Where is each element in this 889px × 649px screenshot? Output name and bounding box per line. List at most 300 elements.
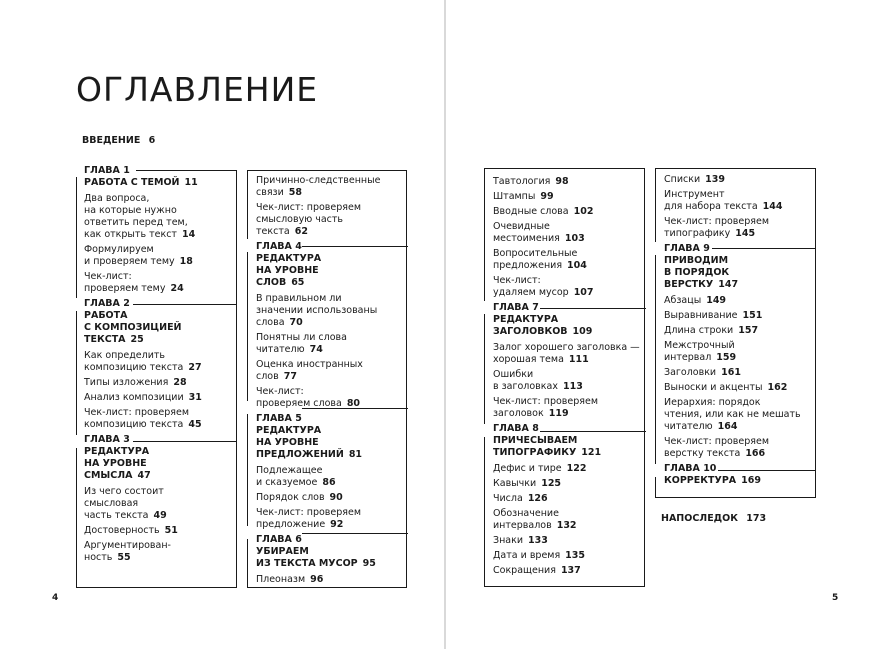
- toc-page-number: 31: [188, 392, 202, 403]
- toc-entry[interactable]: [256, 359, 406, 383]
- chapter-title-text: ТЕКСТА: [84, 334, 126, 345]
- toc-entry-text: Залог хорошего заголовка —: [493, 342, 640, 353]
- toc-entry-line: [84, 525, 234, 537]
- toc-entry-text: текста: [256, 226, 290, 237]
- toc-entry[interactable]: [664, 189, 816, 213]
- toc-entry[interactable]: [664, 295, 816, 307]
- toc-entry-line: [256, 226, 406, 238]
- toc-page-number: 135: [565, 550, 586, 561]
- toc-page-number: 55: [117, 552, 131, 563]
- toc-entry-text: читателю: [256, 344, 305, 355]
- toc-entry-text: и проверяем тему: [84, 256, 175, 267]
- chapter-page-number: 47: [137, 470, 151, 481]
- toc-page-number: 104: [567, 260, 587, 271]
- toc-entry-line: [256, 344, 406, 356]
- toc-entry[interactable]: [493, 493, 645, 505]
- toc-entry-line: [256, 202, 406, 214]
- toc-entry-text: Инструмент: [664, 189, 725, 200]
- toc-entry-line: [493, 287, 645, 299]
- toc-entry[interactable]: [256, 507, 406, 531]
- toc-page-number: 126: [527, 493, 548, 504]
- chapter-heading[interactable]: [256, 413, 406, 461]
- toc-page-number: 164: [717, 421, 738, 432]
- toc-entry[interactable]: [664, 436, 816, 460]
- chapter-title-text: ИЗ ТЕКСТА МУСОР: [256, 558, 358, 569]
- toc-entry-line: [256, 214, 406, 226]
- chapter-title-text: СМЫСЛА: [84, 470, 133, 481]
- chapter-heading[interactable]: [84, 298, 234, 346]
- chapter-heading[interactable]: [256, 534, 406, 570]
- toc-entry-line: [493, 221, 645, 233]
- toc-entry-text: предложения: [493, 260, 563, 271]
- toc-entry[interactable]: [84, 350, 234, 374]
- toc-entry[interactable]: [84, 392, 234, 404]
- toc-entry-line: [256, 492, 406, 504]
- chapter-title-text: НА УРОВНЕ: [256, 265, 319, 276]
- toc-entry-text: местоимения: [493, 233, 560, 244]
- toc-entry[interactable]: [664, 397, 816, 433]
- toc-entry-line: [84, 271, 234, 283]
- toc-page-number: 103: [564, 233, 585, 244]
- chapter-title-text: В ПОРЯДОК: [664, 267, 730, 278]
- chapter-title-line: [256, 437, 406, 449]
- intro-entry[interactable]: [82, 135, 155, 147]
- toc-entry-line: [493, 508, 645, 520]
- toc-entry-text: Заголовки: [664, 367, 717, 378]
- toc-entry-text: Очевидные: [493, 221, 550, 232]
- chapter-title-text: ПРИЧЕСЫВАЕМ: [493, 435, 578, 446]
- left-page: [0, 0, 444, 649]
- final-label: НАПОСЛЕДОК: [661, 513, 738, 524]
- toc-entry-line: [493, 233, 645, 245]
- toc-entry-text: Обозначение: [493, 508, 559, 519]
- toc-entry-text: ответить перед тем,: [84, 217, 188, 228]
- toc-entry-line: [256, 465, 406, 477]
- toc-page-number: 157: [738, 325, 759, 336]
- chapter-title-line: [84, 177, 234, 189]
- chapter-title-text: НА УРОВНЕ: [256, 437, 319, 448]
- toc-entry-line: [256, 519, 406, 531]
- toc-entry[interactable]: [84, 486, 234, 522]
- toc-entry[interactable]: [493, 463, 645, 475]
- toc-entry-text: Чек-лист:: [84, 271, 132, 282]
- chapter-label: ГЛАВА 1: [84, 165, 130, 176]
- toc-entry-text: Два вопроса,: [84, 193, 150, 204]
- toc-entry-line: [493, 206, 645, 218]
- toc-page-number: 90: [329, 492, 343, 503]
- toc-entry-text: Как определить: [84, 350, 166, 361]
- chapter-title-text: РЕДАКТУРА: [256, 425, 322, 436]
- toc-entry[interactable]: [84, 525, 234, 537]
- toc-entry[interactable]: [493, 342, 645, 366]
- toc-entry-text: Достоверность: [84, 525, 160, 536]
- page-number-right: 5: [832, 593, 839, 603]
- toc-entry-line: [84, 377, 234, 389]
- toc-entry[interactable]: [493, 508, 645, 532]
- chapter-page-number: 81: [348, 449, 363, 460]
- toc-entry-text: смысловую часть: [256, 214, 344, 225]
- toc-page-number: 96: [310, 574, 324, 585]
- chapter-page-number: 147: [718, 279, 739, 290]
- toc-entry-text: Выравнивание: [664, 310, 738, 321]
- toc-entry[interactable]: [256, 332, 406, 356]
- toc-entry-line: [493, 191, 645, 203]
- chapter-title-line: [256, 546, 406, 558]
- toc-entry-line: [493, 520, 645, 532]
- toc-entry[interactable]: [256, 386, 406, 410]
- toc-entry-line: [664, 397, 816, 409]
- toc-entry-text: Чек-лист: проверяем: [493, 396, 599, 407]
- chapter-page-number: 95: [362, 558, 376, 569]
- toc-entry-line: [493, 381, 645, 393]
- toc-entry-line: [664, 448, 816, 460]
- toc-page-number: 151: [742, 310, 763, 321]
- toc-entry-line: [84, 193, 234, 205]
- toc-entry-line: [664, 310, 816, 322]
- toc-entry-text: читателю: [664, 421, 713, 432]
- toc-entry-line: [493, 369, 645, 381]
- toc-entry-line: [493, 493, 645, 505]
- toc-entry-text: связи: [256, 187, 284, 198]
- right-page: [446, 0, 889, 649]
- toc-entry-text: Причинно-следственные: [256, 175, 381, 186]
- toc-entry-line: [664, 325, 816, 337]
- toc-page-number: 80: [346, 398, 361, 409]
- chapter-title-line: [664, 267, 816, 279]
- chapter-label: ГЛАВА 8: [493, 423, 539, 434]
- toc-entry-line: [256, 398, 406, 410]
- toc-entry[interactable]: [256, 175, 406, 199]
- toc-col3: [493, 176, 645, 580]
- toc-entry-line: [493, 396, 645, 408]
- toc-page-number: 144: [762, 201, 783, 212]
- toc-entry-text: Чек-лист: проверяем: [256, 202, 362, 213]
- chapter-title-line: [84, 310, 234, 322]
- toc-page-number: 166: [745, 448, 766, 459]
- toc-entry-text: Чек-лист: проверяем: [84, 407, 190, 418]
- toc-col1: [84, 165, 234, 567]
- toc-entry[interactable]: [493, 369, 645, 393]
- toc-entry[interactable]: [493, 396, 645, 420]
- toc-entry-text: Чек-лист:: [256, 386, 304, 397]
- toc-entry-line: [493, 408, 645, 420]
- toc-entry-text: и сказуемое: [256, 477, 318, 488]
- toc-entry-line: [256, 293, 406, 305]
- toc-entry[interactable]: [664, 382, 816, 394]
- toc-entry-text: Иерархия: порядок: [664, 397, 761, 408]
- toc-entry-text: Плеоназм: [256, 574, 306, 585]
- toc-entry-line: [256, 175, 406, 187]
- toc-entry[interactable]: [493, 248, 645, 272]
- toc-entry-text: композицию текста: [84, 362, 184, 373]
- chapter-title-text: ТИПОГРАФИКУ: [493, 447, 577, 458]
- chapter-heading[interactable]: [493, 423, 645, 459]
- toc-entry[interactable]: [84, 377, 234, 389]
- toc-entry-line: [84, 540, 234, 552]
- toc-page-number: 122: [566, 463, 587, 474]
- toc-entry-line: [664, 436, 816, 448]
- toc-page-number: 159: [716, 352, 737, 363]
- toc-page-number: 162: [767, 382, 788, 393]
- toc-page-number: 125: [541, 478, 562, 489]
- toc-page-number: 70: [289, 317, 303, 328]
- toc-entry-line: [493, 550, 645, 562]
- toc-entry-text: Чек-лист: проверяем: [256, 507, 362, 518]
- toc-entry-text: Списки: [664, 174, 701, 185]
- toc-entry-text: Числа: [493, 493, 523, 504]
- toc-entry-line: [84, 419, 234, 431]
- toc-entry-text: интервалов: [493, 520, 552, 531]
- toc-entry-line: [256, 386, 406, 398]
- toc-page-number: 149: [706, 295, 727, 306]
- toc-entry-line: [493, 342, 645, 354]
- toc-entry-text: для набора текста: [664, 201, 758, 212]
- toc-entry-line: [256, 317, 406, 329]
- toc-page-number: 113: [562, 381, 583, 392]
- toc-entry-text: смысловая: [84, 498, 139, 509]
- toc-entry-line: [84, 256, 234, 268]
- chapter-heading[interactable]: [664, 243, 816, 291]
- page-title: ОГЛАВЛЕНИЕ: [76, 70, 319, 109]
- toc-entry-text: Чек-лист:: [493, 275, 541, 286]
- toc-entry-line: [84, 205, 234, 217]
- chapter-title-line: [493, 314, 645, 326]
- toc-entry-line: [84, 498, 234, 510]
- toc-page-number: 49: [153, 510, 167, 521]
- toc-entry-text: интервал: [664, 352, 712, 363]
- chapter-title-text: ВЕРСТКУ: [664, 279, 714, 290]
- chapter-title-text: РАБОТА С ТЕМОЙ: [84, 177, 180, 188]
- toc-entry[interactable]: [84, 407, 234, 431]
- toc-entry-text: В правильном ли: [256, 293, 342, 304]
- toc-entry-line: [84, 392, 234, 404]
- chapter-page-number: 169: [741, 475, 761, 486]
- chapter-label: ГЛАВА 2: [84, 298, 130, 309]
- toc-entry[interactable]: [664, 367, 816, 379]
- toc-entry-text: Подлежащее: [256, 465, 323, 476]
- toc-entry-line: [256, 305, 406, 317]
- chapter-title-line: [664, 475, 816, 487]
- toc-entry-text: хорошая тема: [493, 354, 564, 365]
- chapter-page-number: 65: [291, 277, 305, 288]
- toc-entry-line: [493, 478, 645, 490]
- toc-entry[interactable]: [664, 174, 816, 186]
- toc-entry[interactable]: [84, 271, 234, 295]
- toc-entry-text: Чек-лист: проверяем: [664, 436, 770, 447]
- chapter-page-number: 121: [581, 447, 602, 458]
- toc-page-number: 137: [560, 565, 581, 576]
- toc-entry-line: [84, 229, 234, 241]
- toc-page-number: 161: [721, 367, 741, 378]
- chapter-title-line: [256, 558, 406, 570]
- toc-entry[interactable]: [493, 275, 645, 299]
- toc-entry[interactable]: [664, 325, 816, 337]
- toc-page-number: 133: [528, 535, 548, 546]
- toc-entry-line: [493, 275, 645, 287]
- toc-entry-line: [84, 217, 234, 229]
- toc-page-number: 28: [173, 377, 187, 388]
- toc-entry-text: Понятны ли слова: [256, 332, 347, 343]
- toc-entry-text: удаляем мусор: [493, 287, 569, 298]
- toc-page-number: 18: [179, 256, 193, 267]
- toc-entry-text: Порядок слов: [256, 492, 325, 503]
- toc-page-number: 74: [309, 344, 323, 355]
- toc-entry-text: верстку текста: [664, 448, 741, 459]
- chapter-title-line: [493, 435, 645, 447]
- chapter-title-line: [256, 449, 406, 461]
- chapter-title-text: С КОМПОЗИЦИЕЙ: [84, 322, 182, 333]
- toc-entry-line: [493, 354, 645, 366]
- chapter-heading[interactable]: [84, 165, 234, 189]
- chapter-label: ГЛАВА 5: [256, 413, 302, 424]
- toc-page-number: 132: [556, 520, 577, 531]
- toc-entry-line: [256, 187, 406, 199]
- chapter-title-line: [664, 255, 816, 267]
- toc-entry-line: [256, 477, 406, 489]
- toc-entry-text: часть текста: [84, 510, 149, 521]
- toc-entry-line: [664, 352, 816, 364]
- toc-entry[interactable]: [493, 221, 645, 245]
- toc-entry[interactable]: [493, 206, 645, 218]
- toc-entry[interactable]: [256, 293, 406, 329]
- toc-page-number: 45: [188, 419, 202, 430]
- toc-page-number: 27: [188, 362, 202, 373]
- toc-page-number: 98: [555, 176, 569, 187]
- toc-entry-text: Кавычки: [493, 478, 537, 489]
- toc-entry-text: в заголовках: [493, 381, 558, 392]
- toc-entry[interactable]: [493, 550, 645, 562]
- toc-entry-line: [664, 174, 816, 186]
- chapter-label: ГЛАВА 3: [84, 434, 130, 445]
- toc-page-number: 92: [330, 519, 344, 530]
- chapter-label: ГЛАВА 4: [256, 241, 302, 252]
- toc-entry[interactable]: [256, 202, 406, 238]
- final-page: 173: [746, 513, 767, 524]
- chapter-title-line: [84, 334, 234, 346]
- toc-entry-text: заголовок: [493, 408, 544, 419]
- toc-entry-text: Анализ композиции: [84, 392, 184, 403]
- chapter-label: ГЛАВА 9: [664, 243, 710, 254]
- chapter-title-line: [84, 458, 234, 470]
- chapter-title-text: УБИРАЕМ: [256, 546, 309, 557]
- toc-entry[interactable]: [664, 340, 816, 364]
- toc-entry-text: Дата и время: [493, 550, 561, 561]
- toc-entry-line: [256, 507, 406, 519]
- toc-entry-line: [664, 421, 816, 433]
- toc-entry-line: [664, 228, 816, 240]
- chapter-title-text: РАБОТА: [84, 310, 128, 321]
- chapter-title-text: ЗАГОЛОВКОВ: [493, 326, 568, 337]
- toc-entry-text: слова: [256, 317, 285, 328]
- toc-entry-line: [84, 407, 234, 419]
- chapter-page-number: 109: [572, 326, 593, 337]
- toc-entry-text: проверяем слова: [256, 398, 342, 409]
- toc-entry-text: типографику: [664, 228, 731, 239]
- chapter-title-text: СЛОВ: [256, 277, 287, 288]
- toc-entry-text: Вопросительные: [493, 248, 578, 259]
- toc-entry-line: [493, 535, 645, 547]
- toc-entry-line: [664, 295, 816, 307]
- chapter-title-text: ПРИВОДИМ: [664, 255, 729, 266]
- chapter-title-line: [256, 425, 406, 437]
- chapter-title-line: [84, 446, 234, 458]
- toc-entry-line: [493, 260, 645, 272]
- toc-entry-text: композицию текста: [84, 419, 184, 430]
- toc-entry-line: [664, 216, 816, 228]
- toc-entry[interactable]: [664, 216, 816, 240]
- toc-entry-text: Вводные слова: [493, 206, 569, 217]
- chapter-heading[interactable]: [664, 463, 816, 487]
- toc-page-number: 107: [573, 287, 594, 298]
- toc-entry-line: [256, 574, 406, 586]
- intro-page: 6: [148, 135, 156, 146]
- toc-entry-text: Длина строки: [664, 325, 734, 336]
- toc-entry-line: [256, 359, 406, 383]
- toc-entry[interactable]: [493, 176, 645, 188]
- toc-entry-text: Из чего состоит: [84, 486, 164, 497]
- toc-entry-line: [493, 176, 645, 188]
- toc-entry[interactable]: [84, 244, 234, 268]
- toc-entry-text: Дефис и тире: [493, 463, 562, 474]
- chapter-title-line: [84, 322, 234, 334]
- chapter-title-line: [493, 326, 645, 338]
- page-number-left: 4: [52, 593, 59, 603]
- toc-page-number: 14: [181, 229, 196, 240]
- toc-entry-line: [664, 367, 816, 379]
- toc-entry[interactable]: [493, 478, 645, 490]
- chapter-heading[interactable]: [493, 302, 645, 338]
- toc-entry[interactable]: [664, 310, 816, 322]
- toc-entry[interactable]: [84, 540, 234, 564]
- toc-entry-text: Межстрочный: [664, 340, 735, 351]
- toc-entry-text: Абзацы: [664, 295, 702, 306]
- toc-entry-line: [84, 362, 234, 374]
- chapter-title-text: РЕДАКТУРА: [256, 253, 322, 264]
- toc-entry-line: [493, 565, 645, 577]
- toc-entry-line: [84, 244, 234, 256]
- toc-entry-line: [256, 332, 406, 344]
- toc-entry-line: [84, 486, 234, 498]
- toc-page-number: 139: [705, 174, 725, 185]
- chapter-heading[interactable]: [84, 434, 234, 482]
- toc-entry-text: ность: [84, 552, 113, 563]
- toc-entry[interactable]: [493, 535, 645, 547]
- toc-entry-text: Типы изложения: [84, 377, 169, 388]
- toc-entry-line: [664, 201, 816, 213]
- chapter-title-line: [256, 277, 406, 289]
- chapter-title-line: [84, 470, 234, 482]
- toc-entry-text: Тавтология: [493, 176, 551, 187]
- toc-entry[interactable]: [493, 565, 645, 577]
- toc-entry-text: значении использованы: [256, 305, 378, 316]
- toc-entry[interactable]: [493, 191, 645, 203]
- chapter-title-text: ПРЕДЛОЖЕНИЙ: [256, 449, 344, 460]
- chapter-title-text: КОРРЕКТУРА: [664, 475, 737, 486]
- toc-entry-line: [493, 248, 645, 260]
- final-entry[interactable]: [661, 513, 766, 525]
- toc-entry[interactable]: [256, 465, 406, 489]
- toc-entry-line: [84, 510, 234, 522]
- chapter-heading[interactable]: [256, 241, 406, 289]
- toc-entry[interactable]: [256, 492, 406, 504]
- toc-entry[interactable]: [256, 574, 406, 586]
- chapter-title-text: НА УРОВНЕ: [84, 458, 147, 469]
- toc-entry-text: чтения, или как не мешать: [664, 409, 801, 420]
- toc-col2: [256, 175, 406, 589]
- chapter-label: ГЛАВА 6: [256, 534, 302, 545]
- chapter-title-line: [256, 265, 406, 277]
- toc-entry[interactable]: [84, 193, 234, 241]
